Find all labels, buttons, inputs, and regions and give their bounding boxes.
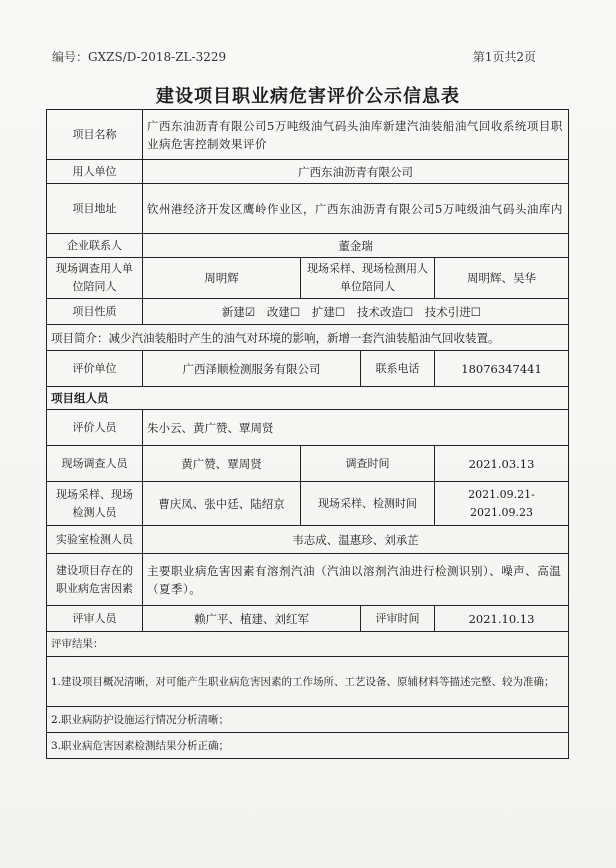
label-sampling-escort: 现场采样、现场检测用人单位陪同人: [301, 258, 435, 299]
label-employer: 用人单位: [47, 160, 143, 184]
value-review-time: 2021.10.13: [435, 606, 569, 632]
page-number: 第1页共2页: [472, 50, 536, 64]
page-title: 建设项目职业病危害评价公示信息表: [156, 86, 460, 107]
label-address: 项目地址: [47, 184, 143, 234]
label-sampling-time: 现场采样、检测时间: [301, 482, 435, 526]
label-team: 项目组人员: [47, 387, 569, 410]
value-hazards: 主要职业病危害因素有溶剂汽油（汽油以溶剂汽油进行检测识别）、噪声、高温（夏季）。: [143, 554, 569, 606]
review-item-1: 1.建设项目概况清晰，对可能产生职业病危害因素的工作场所、工艺设备、原辅材料等描述完整、较为准确；: [47, 657, 569, 707]
value-contact: 董金瑞: [143, 234, 569, 258]
row-project-name: [47, 110, 569, 160]
label-sampling-staff: 现场采样、现场检测人员: [47, 482, 143, 526]
value-evaluator: 广西泽顺检测服务有限公司: [143, 351, 361, 387]
option-new-build: 新建☑: [221, 304, 256, 319]
label-phone: 联系电话: [361, 351, 435, 387]
label-hazards: 建设项目存在的职业病危害因素: [47, 554, 143, 606]
label-review-result: 评审结果：: [47, 632, 569, 657]
info-table: [46, 109, 569, 759]
value-employer: 广西东油沥青有限公司: [143, 160, 569, 184]
row-review-1: [47, 657, 569, 707]
label-survey-staff: 现场调查人员: [47, 446, 143, 482]
option-expand: 扩建☐: [311, 304, 346, 319]
row-survey: [47, 446, 569, 482]
value-sampling-time: 2021.09.21-2021.09.23: [435, 482, 569, 526]
value-nature: [143, 299, 569, 325]
row-review-2: [47, 707, 569, 733]
label-survey-escort: 现场调查用人单位陪同人: [47, 258, 143, 299]
value-eval-staff: 朱小云、黄广赞、覃周贤: [143, 410, 569, 446]
label-nature: 项目性质: [47, 299, 143, 325]
value-reviewers: 赖广平、植建、刘红军: [143, 606, 361, 632]
value-address: 钦州港经济开发区鹰岭作业区，广西东油沥青有限公司5万吨级油气码头油库内: [143, 184, 569, 234]
label-survey-time: 调查时间: [301, 446, 435, 482]
label-eval-staff: 评价人员: [47, 410, 143, 446]
review-item-3: 3.职业病危害因素检测结果分析正确；: [47, 733, 569, 759]
value-sampling-staff: 曹庆凤、张中廷、陆绍京: [143, 482, 301, 526]
row-review-3: [47, 733, 569, 759]
row-escorts: [47, 258, 569, 299]
review-item-2: 2.职业病防护设施运行情况分析清晰；: [47, 707, 569, 733]
label-evaluator: 评价单位: [47, 351, 143, 387]
value-project-name: 广西东油沥青有限公司5万吨级油气码头油库新建汽油装船油气回收系统项目职业病危害控制效果评价: [143, 110, 569, 160]
option-tech-upgrade: 技术改造☐: [356, 304, 414, 319]
doc-number: 编号：GXZS/D-2018-ZL-3229: [52, 50, 227, 64]
row-evaluator: [47, 351, 569, 387]
value-summary: 项目简介：减少汽油装船时产生的油气对环境的影响，新增一套汽油装船油气回收装置。: [47, 325, 569, 351]
option-rebuild: 改建☐: [266, 304, 301, 319]
value-survey-escort: 周明辉: [143, 258, 301, 299]
row-team-header: [47, 387, 569, 410]
value-survey-time: 2021.03.13: [435, 446, 569, 482]
row-summary: [47, 325, 569, 351]
value-phone: 18076347441: [435, 351, 569, 387]
row-hazards: [47, 554, 569, 606]
row-lab-staff: [47, 526, 569, 554]
label-reviewers: 评审人员: [47, 606, 143, 632]
label-project-name: 项目名称: [47, 110, 143, 160]
value-lab-staff: 韦志成、温惠珍、刘承芷: [143, 526, 569, 554]
row-address: [47, 184, 569, 234]
row-review-result-header: [47, 632, 569, 657]
label-contact: 企业联系人: [47, 234, 143, 258]
option-tech-import: 技术引进☐: [424, 304, 482, 319]
row-nature: [47, 299, 569, 325]
row-sampling: [47, 482, 569, 526]
row-eval-staff: [47, 410, 569, 446]
label-review-time: 评审时间: [361, 606, 435, 632]
row-contact: [47, 234, 569, 258]
label-lab-staff: 实验室检测人员: [47, 526, 143, 554]
value-survey-staff: 黄广赞、覃周贤: [143, 446, 301, 482]
row-employer: [47, 160, 569, 184]
document-header: [52, 48, 536, 65]
row-reviewers: [47, 606, 569, 632]
value-sampling-escort: 周明辉、吴华: [435, 258, 569, 299]
